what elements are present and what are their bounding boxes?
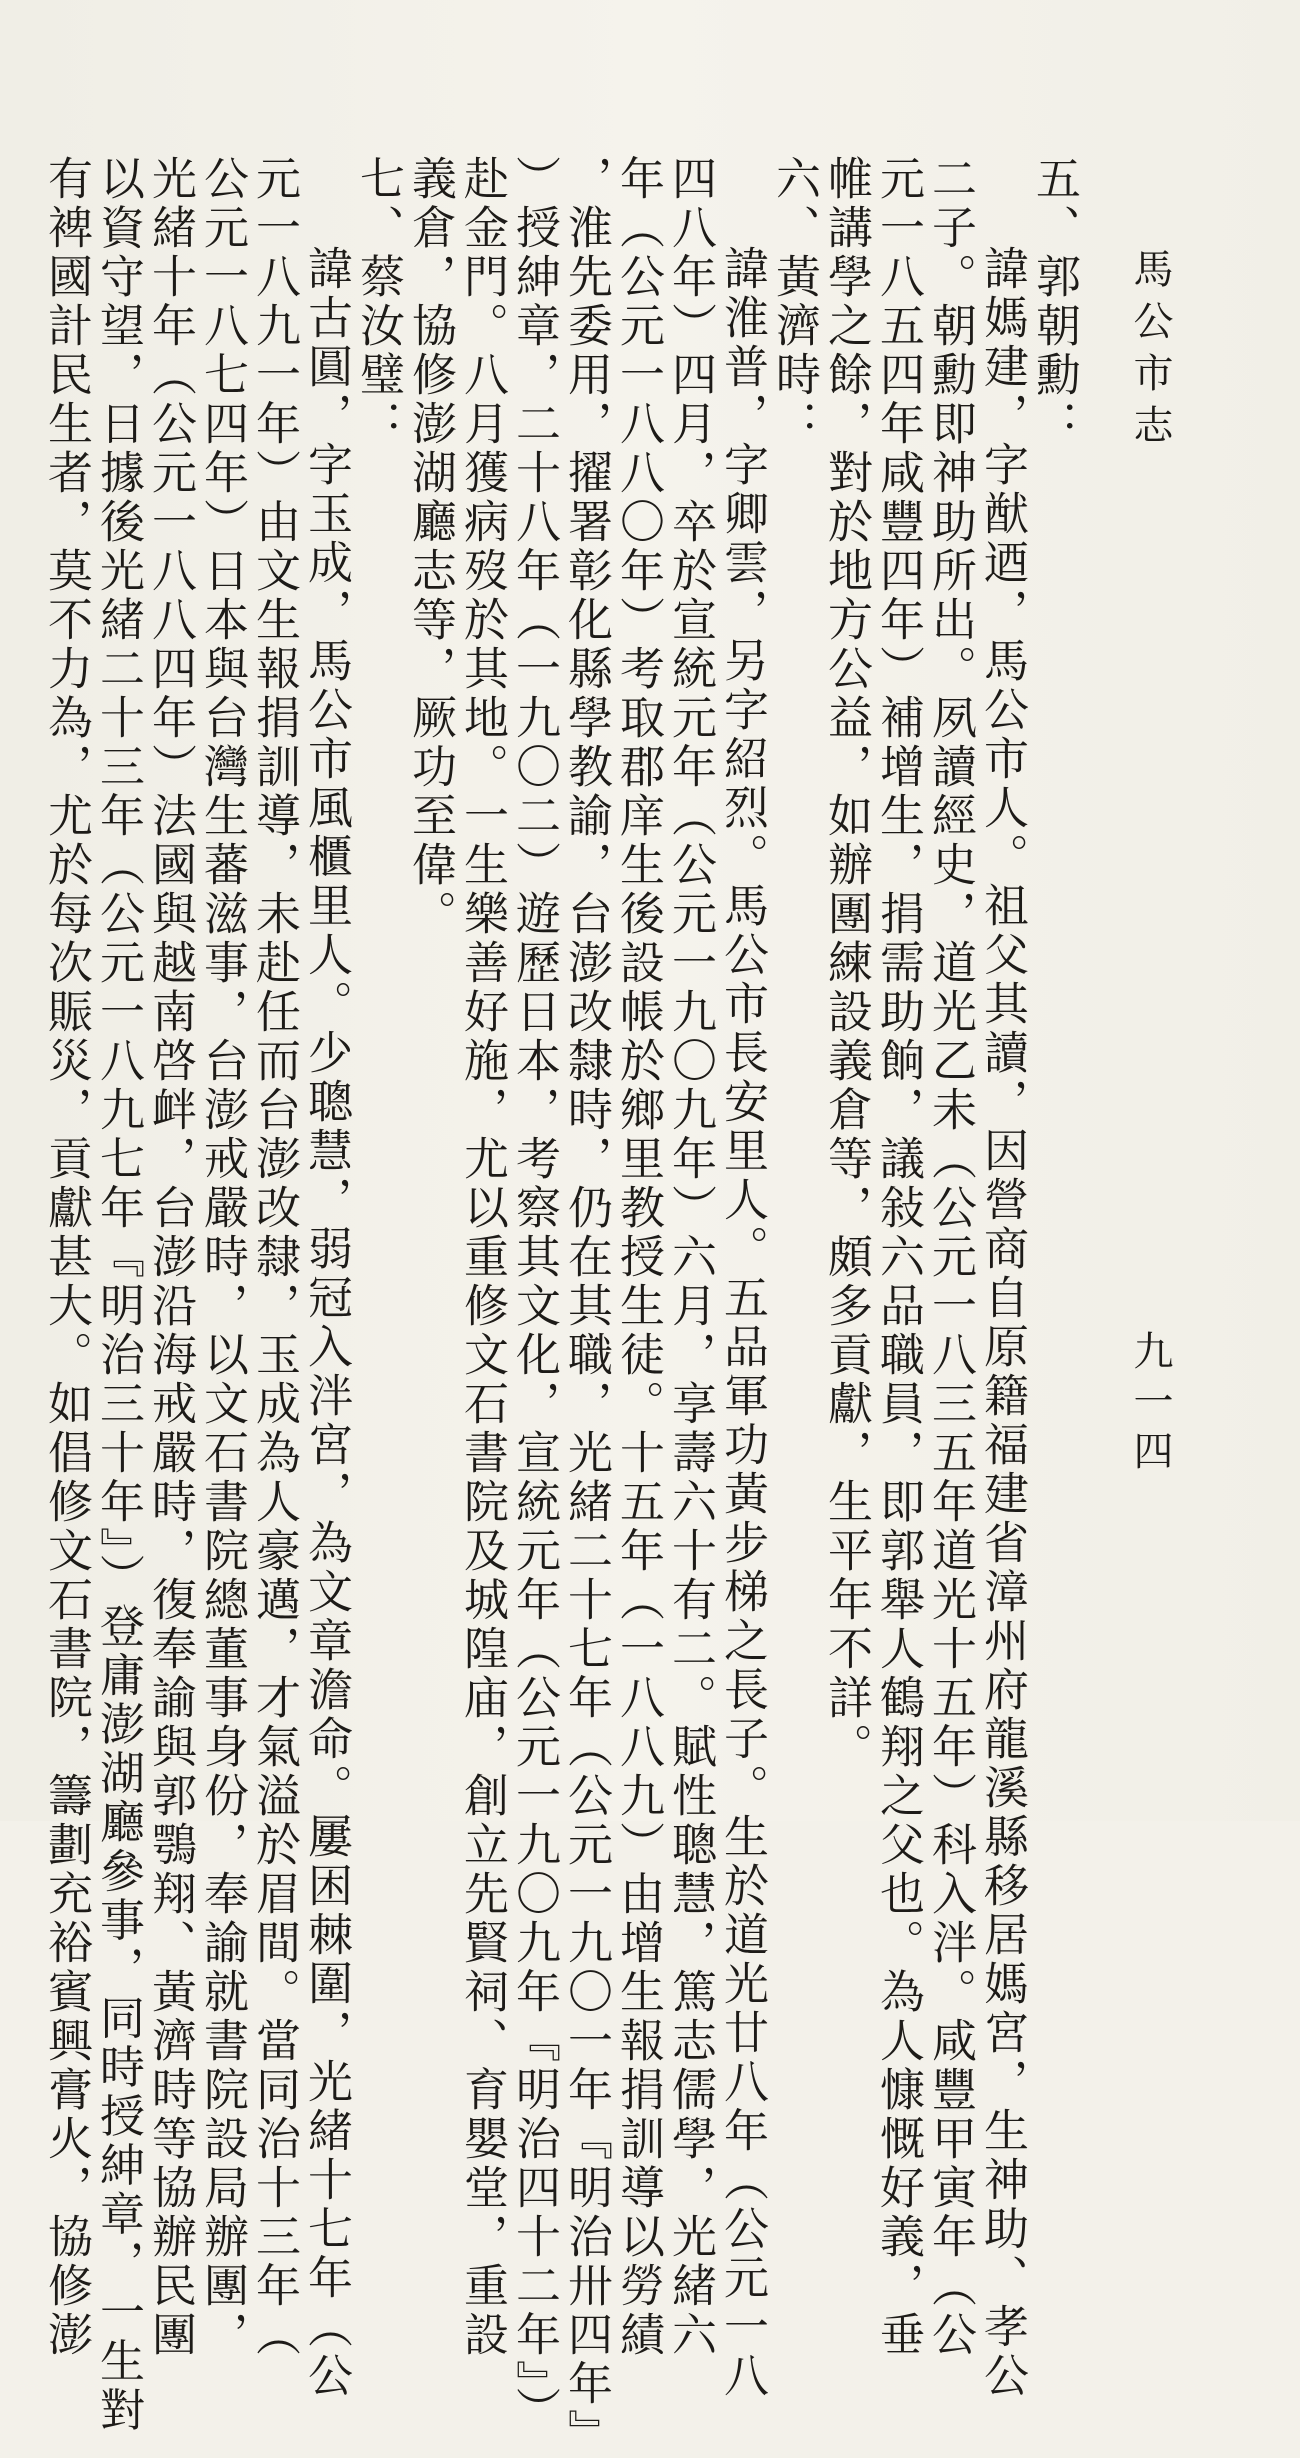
text-line: 四八年）四月，卒於宣統元年（公元一九〇九年）六月，享壽六十有二。賦性聰慧，篤志儒學，光緒六 <box>664 155 717 2360</box>
text-line: 諱淮普，字卿雲，另字紹烈。馬公市長安里人。五品軍功黃步梯之長子。生於道光廿八年（公元一八 <box>716 245 769 2401</box>
text-line: 赴金門。八月獲病歿於其地。一生樂善好施，尤以重修文石書院及城隍庙，創立先賢祠、育嬰堂，重設 <box>456 155 509 2360</box>
text-line: 二子。朝勳即神助所出。夙讀經史，道光乙未（公元一八三五年道光十五年）科入泮。咸豐甲寅年（公 <box>924 155 977 2360</box>
text-line: 年（公元一八八〇年）考取郡庠生後設帳於鄉里教授生徒。十五年（一八八九）由增生報捐訓導以勞績 <box>612 155 665 2360</box>
text-line: 帷講學之餘，對於地方公益，如辦團練設義倉等，頗多貢獻，生平年不詳。 <box>820 155 873 1772</box>
text-line: 元一八九一年）由文生報捐訓導，未赴任而台澎改隸，玉成為人豪邁，才氣溢於眉間。當同治十三年（ <box>248 155 301 2360</box>
text-line: 義倉，協修澎湖廳志等，厥功至偉。 <box>404 155 457 939</box>
section-heading: 六、黃濟時： <box>768 155 821 449</box>
text-body <box>40 155 1081 2458</box>
section-heading: 五、郭朝勳： <box>1028 155 1081 449</box>
section-heading: 七、蔡汝璧： <box>352 155 405 449</box>
running-header: 馬公市志 <box>1127 248 1173 456</box>
text-line: 諱古圓，字玉成，馬公市風櫃里人。少聰慧，弱冠入泮宮，為文章澹命。屢困棘圍，光緒十七年（公 <box>300 245 353 2401</box>
text-line: 諱媽建，字猷迺，馬公市人。祖父其讀，因營商自原籍福建省漳州府龍溪縣移居媽宮，生神助、孝公 <box>976 245 1029 2401</box>
text-line: ，淮先委用，擢署彰化縣學教諭，台澎改隸時，仍在其職，光緒二十七年（公元一九〇一年『明治卅四年』 <box>560 155 613 2458</box>
text-line: ）授紳章，二十八年（一九〇二）遊歷日本，考察其文化，宣統元年（公元一九〇九年『明治四十二年』） <box>508 155 561 2436</box>
text-line: 公元一八七四年）日本與台灣生蕃滋事，台澎戒嚴時，以文石書院總董事身份，奉諭就書院設局辦團， <box>196 155 249 2360</box>
text-line: 元一八五四年咸豐四年）補增生，捐需助餉，議敍六品職員，即郭舉人鶴翔之父也。為人慷慨好義，垂 <box>872 155 925 2360</box>
text-line: 光緒十年（公元一八八四年）法國與越南啓衅，台澎沿海戒嚴時，復奉諭與郭鶚翔、黃濟時等協辦民團 <box>144 155 197 2360</box>
text-line: 以資守望，日據後光緒二十三年（公元一八九七年『明治三十年』）登庸澎湖廳參事，同時授紳章，一生對 <box>92 155 145 2436</box>
text-line: 有裨國計民生者，莫不力為，尤於每次賑災，貢獻甚大。如倡修文石書院，籌劃充裕賓興膏火，協修澎 <box>40 155 93 2360</box>
page-number: 九一四 <box>1127 1330 1173 1480</box>
